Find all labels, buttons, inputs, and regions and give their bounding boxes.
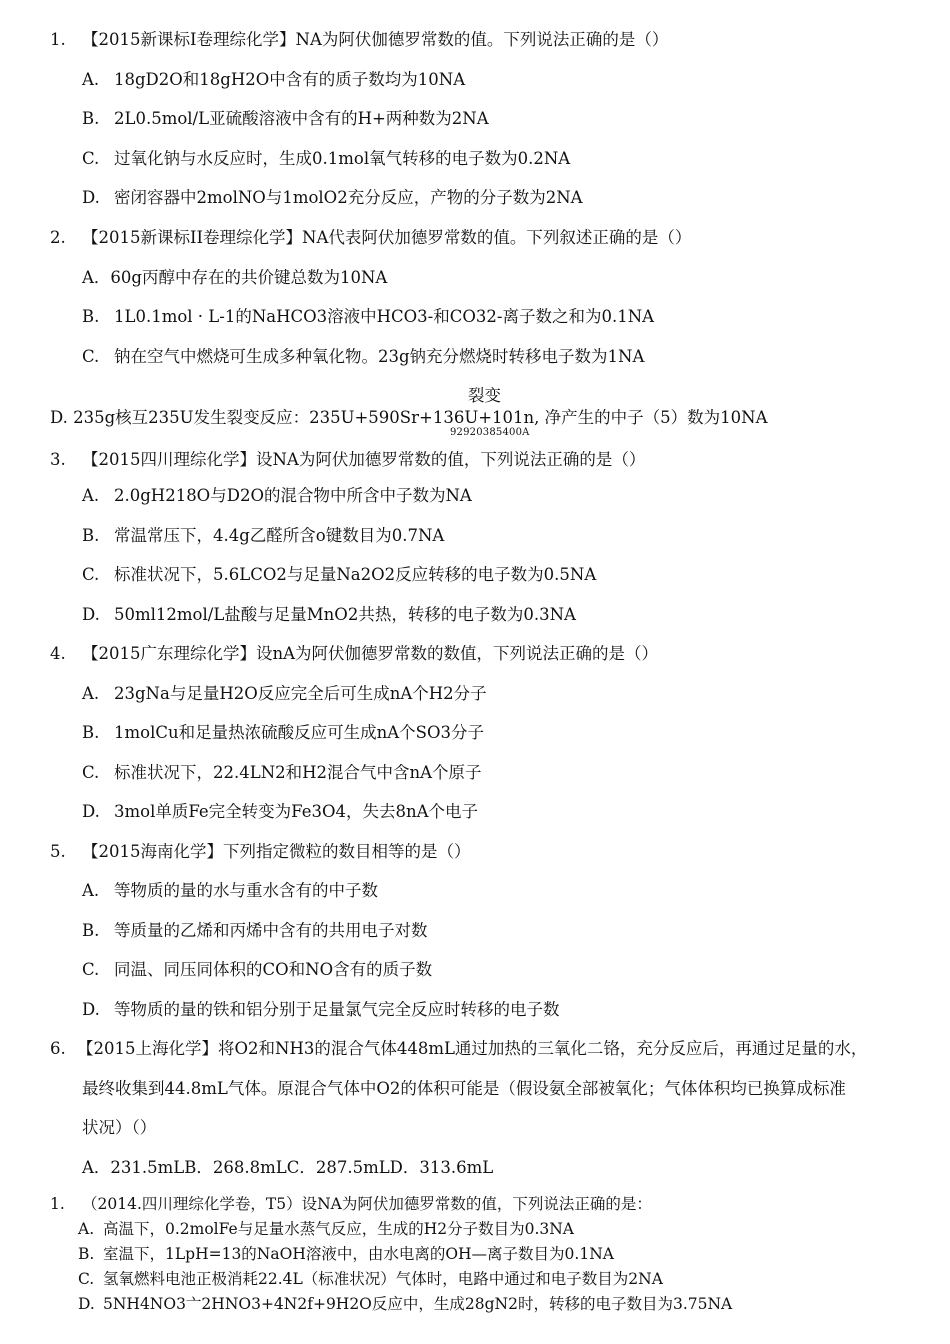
option-text: 2L0.5mol/L亚硫酸溶液中含有的H+两种数为2NA (114, 109, 489, 128)
question-5-option-d (82, 999, 560, 1021)
option-label: C. (82, 565, 100, 584)
option-label: C. (82, 347, 100, 366)
question-2-option-b (82, 306, 654, 328)
question-1-option-a (82, 69, 465, 91)
option-text: 3mol单质Fe完全转变为Fe3O4，失去8nA个电子 (114, 802, 479, 821)
option-text: 室温下，1LpH=13的NaOH溶液中，由水电离的OH—离子数目为0.1NA (103, 1245, 614, 1263)
option-text: 5NH4NO3亠2HNO3+4N2f+9H2O反应中，生成28gN2时，转移的电子数目为3.75NA (103, 1295, 733, 1313)
option-label: B. (78, 1245, 95, 1263)
option-text: 氢氧燃料电池正极消耗22.4L（标准状况）气体时，电路中通过和电子数目为2NA (103, 1270, 663, 1288)
question-6-stem-line-1 (50, 1038, 867, 1060)
question-text: 【2015新课标II卷理综化学】NA代表阿伏加德罗常数的值。下列叙述正确的是（） (82, 228, 692, 247)
option-label: B. (82, 307, 100, 326)
option-label: A. (82, 70, 100, 89)
option-label: A. (82, 684, 100, 703)
question-4-option-c (82, 762, 482, 784)
question-number: 1. (50, 30, 66, 49)
option-text: 常温常压下，4.4g乙醛所含o键数目为0.7NA (114, 526, 445, 545)
question-text: 【2015广东理综化学】设nA为阿伏伽德罗常数的数值，下列说法正确的是（） (82, 644, 659, 663)
question-4-option-a (82, 683, 487, 705)
question-number: 5. (50, 842, 66, 861)
option-label: B. (82, 109, 100, 128)
option-text: 23gNa与足量H2O反应完全后可生成nA个H2分子 (114, 684, 487, 703)
question-4-option-d (82, 801, 478, 823)
question-5-option-b (82, 920, 428, 942)
option-text: 50ml12mol/L盐酸与足量MnO2共热，转移的电子数为0.3NA (114, 605, 576, 624)
question-5-stem (50, 841, 471, 863)
question-3-option-c (82, 564, 596, 586)
option-label: A. (82, 486, 100, 505)
question-5-option-c (82, 959, 432, 981)
option-text: 2.0gH218O与D2O的混合物中所含中子数为NA (114, 486, 472, 505)
option-text: 等质量的乙烯和丙烯中含有的共用电子对数 (114, 921, 428, 940)
question-text: 【2015新课标I卷理综化学】NA为阿伏伽德罗常数的值。下列说法正确的是（） (82, 30, 669, 49)
question-2-option-a (82, 267, 387, 289)
question-6-options: A．231.5mLB．268.8mLC．287.5mLD．313.6mL (82, 1158, 494, 1177)
question-text: 【2015上海化学】将O2和NH3的混合气体448mL通过加热的三氧化二铬，充分反应后，再通过足量的水， (77, 1039, 868, 1058)
question-3-stem (50, 449, 645, 471)
option-text: 1molCu和足量热浓硫酸反应可生成nA个SO3分子 (114, 723, 484, 742)
option-text: 等物质的量的铁和铝分别于足量氯气完全反应时转移的电子数 (114, 1000, 560, 1019)
option-label: D. (82, 1000, 100, 1019)
option-label: D. (82, 188, 100, 207)
option-text: 同温、同压同体积的CO和NO含有的质子数 (114, 960, 433, 979)
option-text: 密闭容器中2molNO与1molO2充分反应，产物的分子数为2NA (114, 188, 583, 207)
question-4-option-b (82, 722, 484, 744)
option-text: 高温下，0.2molFe与足量水蒸气反应，生成的H2分子数目为0.3NA (103, 1220, 575, 1238)
option-label: D. (82, 802, 100, 821)
question-1-option-c (82, 148, 570, 170)
question-1-option-d (82, 187, 583, 209)
question-text: 【2015四川理综化学】设NA为阿伏加德罗常数的值，下列说法正确的是（） (82, 450, 646, 469)
option-label: D. (78, 1295, 95, 1313)
option-text: 标准状况下，22.4LN2和H2混合气中含nA个原子 (114, 763, 482, 782)
question-5-option-a (82, 880, 378, 902)
question-text: 【2015海南化学】下列指定微粒的数目相等的是（） (82, 842, 471, 861)
option-text: 60g丙醇中存在的共价键总数为10NA (110, 268, 388, 287)
option-text: 等物质的量的水与重水含有的中子数 (114, 881, 378, 900)
question-1-option-b (82, 108, 489, 130)
option-label: B. (82, 723, 100, 742)
question-2-stem (50, 227, 691, 249)
option-label: A. (82, 881, 100, 900)
question-number: 6. (50, 1039, 66, 1058)
option-label: D. (82, 605, 100, 624)
question-2-option-c (82, 346, 644, 368)
question-4-stem (50, 643, 658, 665)
question-number: 4. (50, 644, 66, 663)
question-number: 2. (50, 228, 66, 247)
question-3-option-d (82, 604, 576, 626)
question-text: （2014.四川理综化学卷，T5）设NA为阿伏加德罗常数的值，下列说法正确的是： (82, 1195, 652, 1213)
option-text: 过氧化钠与水反应时，生成0.1mol氧气转移的电子数为0.2NA (114, 149, 571, 168)
option-label: C. (82, 149, 100, 168)
question-2014-option-c (78, 1268, 663, 1290)
option-label: C. (82, 960, 100, 979)
question-2014-option-b (78, 1243, 614, 1265)
option-text: 标准状况下，5.6LCO2与足量Na2O2反应转移的电子数为0.5NA (114, 565, 597, 584)
question-6-stem-line-3: 状况）（） (82, 1118, 157, 1137)
question-6-stem-line-2: 最终收集到44.8mL气体。原混合气体中O2的体积可能是（假设氨全部被氧化；气体体积均已换算成标准 (82, 1079, 846, 1098)
question-2014-option-a (78, 1218, 574, 1240)
option-label: C. (78, 1270, 95, 1288)
question-2014-option-d (78, 1293, 732, 1315)
option-d-note: 92920385400A (450, 427, 530, 438)
option-label: A. (78, 1220, 95, 1238)
question-3-option-b (82, 525, 444, 547)
question-1-stem (50, 29, 668, 51)
option-text: 18gD2O和18gH2O中含有的质子数均为10NA (114, 70, 466, 89)
option-text: 钠在空气中燃烧可生成多种氧化物。23g钠充分燃烧时转移电子数为1NA (114, 347, 645, 366)
question-3-option-a (82, 485, 472, 507)
question-number: 3. (50, 450, 66, 469)
question-2014-stem (50, 1193, 652, 1215)
question-number: 1. (50, 1195, 65, 1213)
question-2-option-d: D. 235g核互235U发生裂变反应：235U+590Sr+136U+101n, 净产生的中子（5）数为10NA (50, 408, 768, 427)
option-label: A． (82, 268, 111, 287)
option-label: B. (82, 526, 100, 545)
option-label: B. (82, 921, 100, 940)
fission-label: 裂变 (468, 386, 501, 405)
option-text: 1L0.1mol · L-1的NaHCO3溶液中HCO3-和CO32-离子数之和为0.1NA (114, 307, 655, 326)
option-label: C. (82, 763, 100, 782)
